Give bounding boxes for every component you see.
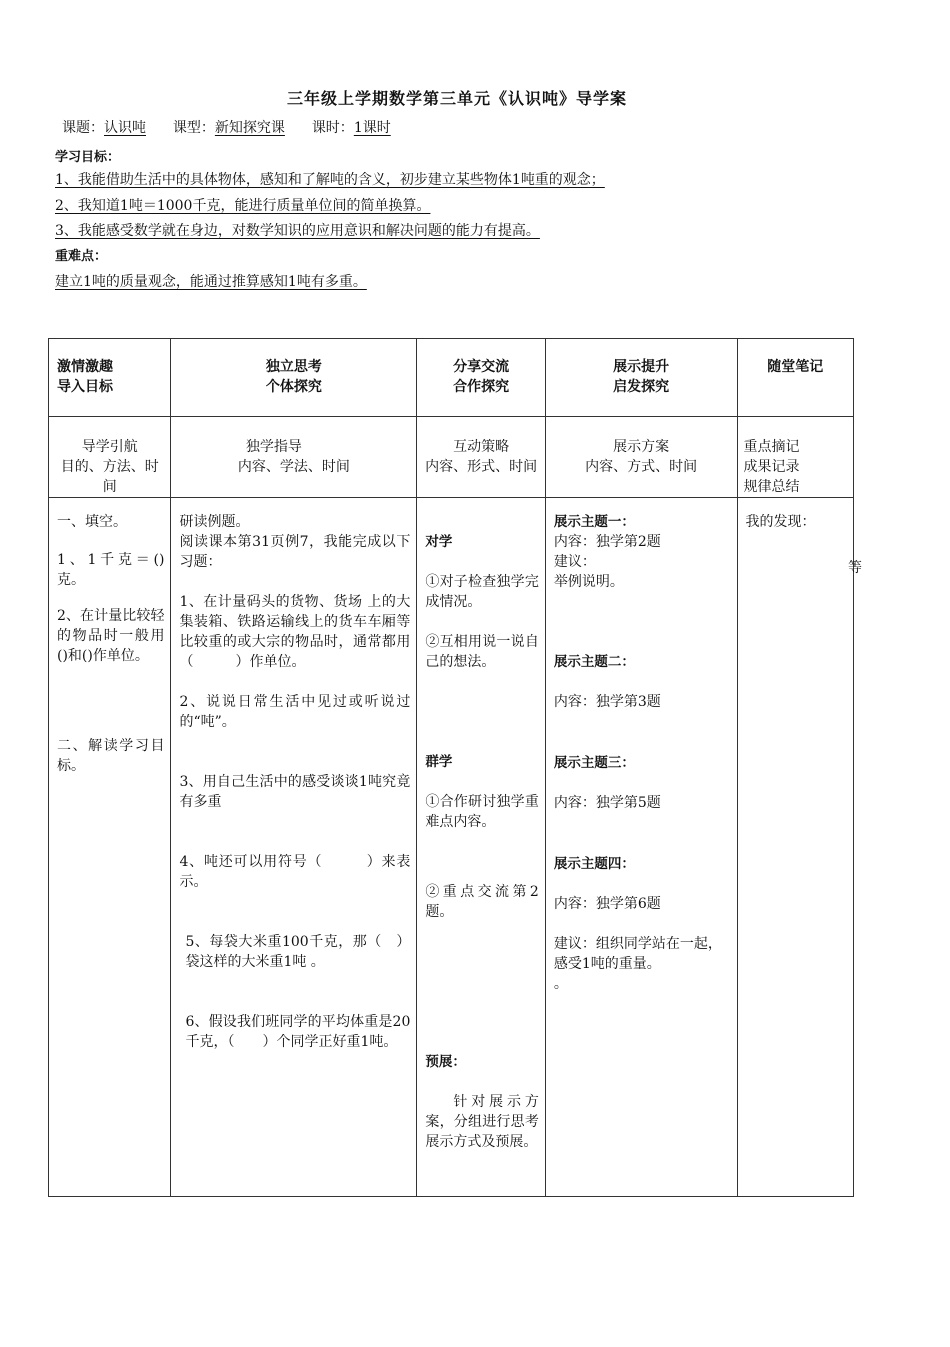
showcase-cell xyxy=(545,498,737,1197)
showcase-2-content: 内容：独学第3题 xyxy=(553,694,661,710)
header-col-1: 激情激趣 导入目标 xyxy=(49,339,171,417)
keypoints-heading: 重难点： xyxy=(55,249,108,264)
showcase-4-suggest: 建议：组织同学站在一起，感受1吨的重量。 xyxy=(553,936,722,972)
fill-blank-2: 2、在计量比较轻的物品时一般用()和()作单位。 xyxy=(57,608,165,664)
showcase-2-heading: 展示主题二： xyxy=(553,654,635,670)
type-label: 课型： xyxy=(172,120,215,136)
objective-3: 3、我能感受数学就在身边，对数学知识的应用意识和解决问题的能力有提高。 xyxy=(55,223,540,239)
subheader-col-5: 重点摘记 成果记录 规律总结 xyxy=(737,417,853,498)
objective-1: 1、我能借助生活中的具体物体，感知和了解吨的含义，初步建立某些物体1吨重的观念； xyxy=(55,172,605,188)
showcase-1-example: 举例说明。 xyxy=(553,574,624,590)
study-question-2: 2、说说日常生活中见过或听说过的“吨”。 xyxy=(179,694,411,730)
study-question-4: 4、吨还可以用符号（ ）来表示。 xyxy=(179,854,411,890)
lesson-info xyxy=(62,117,391,137)
subheader-col-2: 独学指导 内容、学法、时间 xyxy=(171,417,417,498)
read-objectives: 二、解读学习目标。 xyxy=(57,738,165,774)
table-subheader-row xyxy=(49,417,854,498)
my-discovery: 我的发现： xyxy=(745,514,816,530)
self-study-cell xyxy=(171,498,417,1197)
subheader-col-3: 互动策略 内容、形式、时间 xyxy=(417,417,545,498)
topic-value: 认识吨 xyxy=(104,120,146,136)
study-intro-1: 研读例题。 xyxy=(179,514,250,530)
group-study-heading: 群学 xyxy=(425,754,453,770)
hours-label: 课时： xyxy=(311,120,354,136)
guide-cell xyxy=(49,498,171,1197)
type-value: 新知探究课 xyxy=(214,120,285,136)
pair-study-heading: 对学 xyxy=(425,534,453,550)
showcase-4-end: 。 xyxy=(553,976,568,992)
group-study-1: ①合作研讨独学重难点内容。 xyxy=(425,794,539,830)
keypoints-text: 建立1吨的质量观念，能通过推算感知1吨有多重。 xyxy=(55,274,367,290)
group-study-2: ②重点交流第2题。 xyxy=(425,884,539,920)
header-col-2: 独立思考 个体探究 xyxy=(171,339,417,417)
pair-study-1: ①对子检查独学完成情况。 xyxy=(425,574,539,610)
showcase-3-heading: 展示主题三： xyxy=(553,755,635,771)
subheader-col-4: 展示方案 内容、方式、时间 xyxy=(545,417,737,498)
document-title: 三年级上学期数学第三单元《认识吨》导学案 xyxy=(286,89,627,108)
showcase-1-heading: 展示主题一： xyxy=(553,514,635,530)
subheader-col-1: 导学引航 目的、方法、时 间 xyxy=(49,417,171,498)
lesson-table xyxy=(48,338,854,1197)
header-col-4: 展示提升 启发探究 xyxy=(545,339,737,417)
preview-text: 针对展示方案，分组进行思考展示方式及预展。 xyxy=(425,1094,539,1150)
showcase-1-content: 内容：独学第2题 xyxy=(553,534,661,550)
showcase-3-content: 内容：独学第5题 xyxy=(553,795,661,811)
objectives-heading: 学习目标： xyxy=(55,150,121,165)
showcase-4-heading: 展示主题四： xyxy=(553,856,635,872)
study-question-6: 6、假设我们班同学的平均体重是20千克，（ ）个同学正好重1吨。 xyxy=(185,1014,411,1050)
objective-2: 2、我知道1吨＝1000千克，能进行质量单位间的简单换算。 xyxy=(55,198,431,214)
notes-cell xyxy=(737,498,853,1197)
header-col-3: 分享交流 合作探究 xyxy=(417,339,545,417)
study-question-3: 3、用自己生活中的感受谈谈1吨究竟有多重 xyxy=(179,774,411,810)
study-question-1: 1、在计量码头的货物、货场 上的大集装箱、铁路运输线上的货车车厢等比较重的或大宗的物品时，通常都用（ ）作单位。 xyxy=(179,594,411,670)
study-question-5: 5、每袋大米重100千克，那（ ）袋这样的大米重1吨 。 xyxy=(185,934,411,970)
showcase-1-suggest: 建议： xyxy=(553,554,596,570)
preview-heading: 预展： xyxy=(425,1054,466,1070)
topic-label: 课题： xyxy=(62,120,104,136)
header-col-5: 随堂笔记 xyxy=(737,339,853,417)
hours-value: 1课时 xyxy=(353,120,391,136)
fill-blank-heading: 一、填空。 xyxy=(57,514,127,530)
interaction-cell xyxy=(417,498,545,1197)
study-intro-2: 阅读课本第31页例7，我能完成以下习题： xyxy=(179,534,411,570)
margin-character: 等 xyxy=(848,560,862,576)
table-body-row xyxy=(49,498,854,1197)
fill-blank-1: 1、1千克＝()克。 xyxy=(57,552,165,588)
pair-study-2: ②互相用说一说自己的想法。 xyxy=(425,634,539,670)
showcase-4-content: 内容：独学第6题 xyxy=(553,896,661,912)
table-header-row xyxy=(49,339,854,417)
